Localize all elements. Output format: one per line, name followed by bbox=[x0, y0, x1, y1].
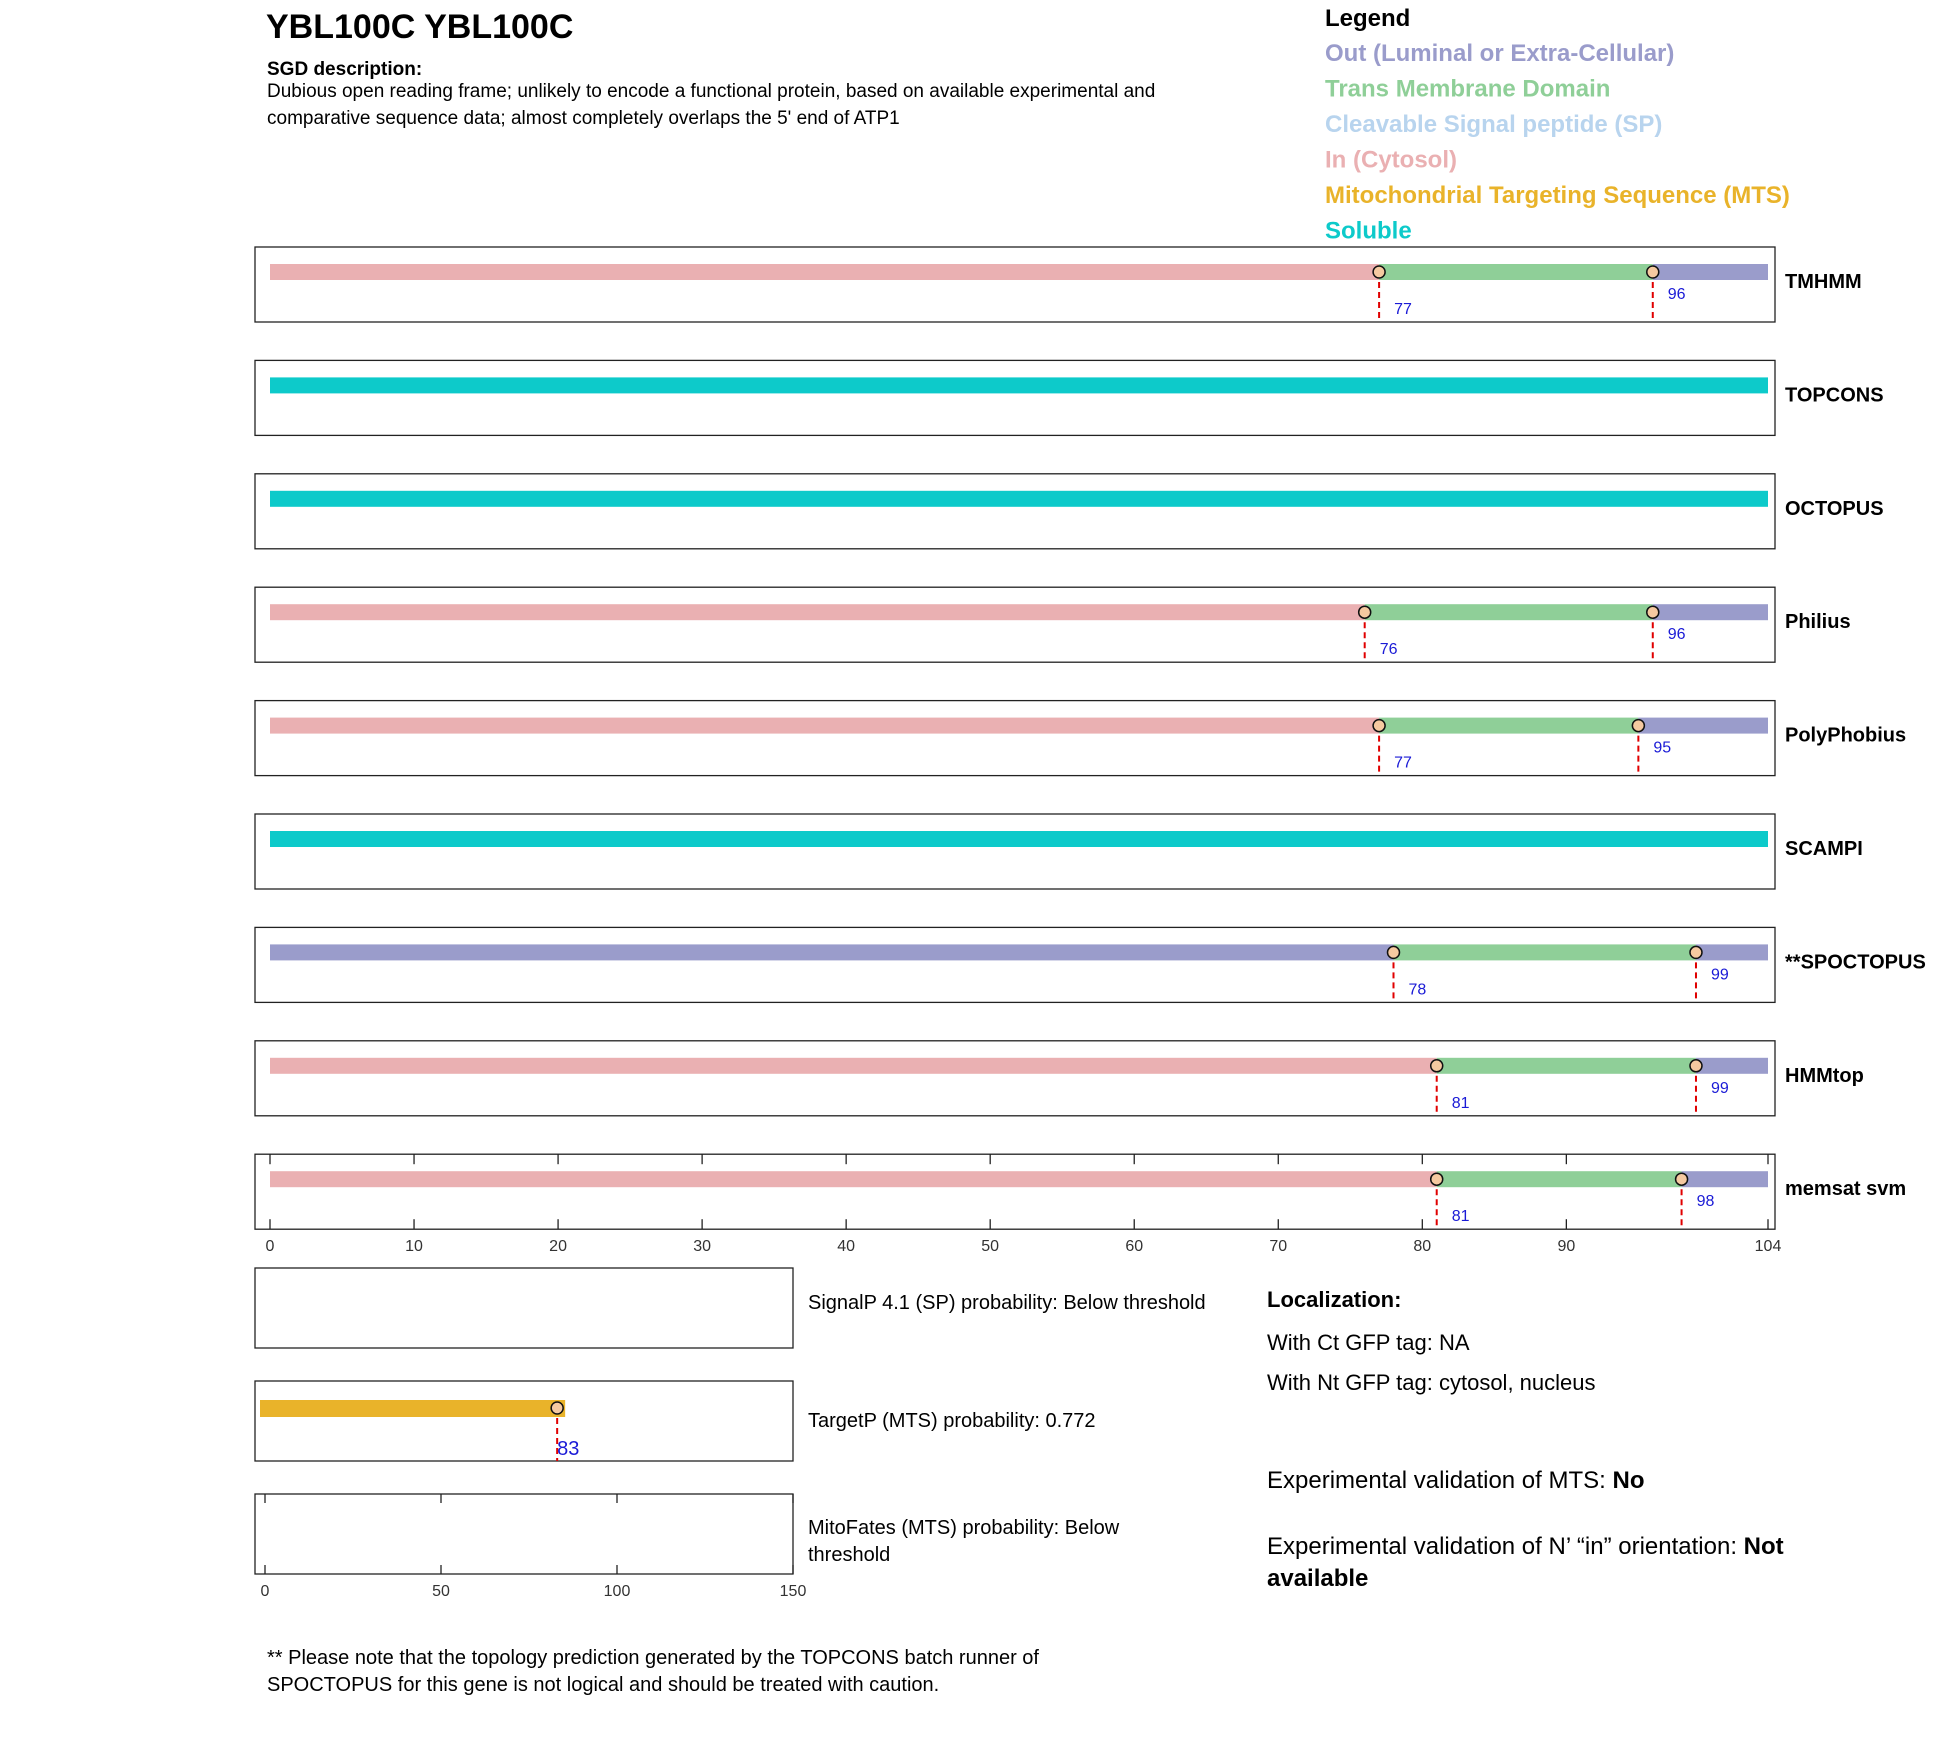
boundary-marker bbox=[1388, 946, 1400, 958]
boundary-label: 99 bbox=[1710, 966, 1729, 984]
segment-out bbox=[1638, 718, 1768, 734]
segment-soluble bbox=[270, 491, 1768, 507]
track-polyphobius bbox=[255, 701, 1906, 776]
x-tick-label: 60 bbox=[1125, 1238, 1144, 1256]
topology-tracks bbox=[255, 247, 1926, 1229]
n-in-validation bbox=[1267, 1533, 1784, 1560]
page-title: YBL100C YBL100C bbox=[266, 8, 574, 46]
boundary-label: 99 bbox=[1710, 1079, 1729, 1097]
segment-out bbox=[1653, 264, 1768, 280]
legend-item-mitochondrial-targeting-sequence-mts: Mitochondrial Targeting Sequence (MTS) bbox=[1325, 182, 1790, 209]
track-tmhmm bbox=[255, 247, 1862, 322]
localization-title: Localization: bbox=[1267, 1287, 1402, 1312]
segment-tm bbox=[1437, 1171, 1682, 1187]
mts-validation-value: No bbox=[1612, 1467, 1645, 1494]
x-tick-label: 90 bbox=[1557, 1238, 1576, 1256]
boundary-marker bbox=[551, 1402, 563, 1414]
track-name: OCTOPUS bbox=[1785, 497, 1884, 520]
sgd-description-line-1: Dubious open reading frame; unlikely to encode a functional protein, based on available experimental and bbox=[267, 81, 1156, 102]
track-name: PolyPhobius bbox=[1785, 724, 1907, 747]
boundary-marker bbox=[1690, 1060, 1702, 1072]
boundary-marker bbox=[1676, 1173, 1688, 1185]
legend-item-in-cytosol: In (Cytosol) bbox=[1325, 146, 1457, 174]
track-octopus bbox=[255, 474, 1884, 549]
track-topcons bbox=[255, 360, 1884, 435]
x-tick-label: 0 bbox=[260, 1583, 270, 1600]
boundary-label: 78 bbox=[1408, 981, 1427, 999]
track-hmmtop bbox=[255, 1041, 1864, 1116]
targetp-label: TargetP (MTS) probability: 0.772 bbox=[808, 1410, 1096, 1432]
legend-item-soluble: Soluble bbox=[1325, 217, 1412, 245]
x-tick-label: 10 bbox=[405, 1238, 423, 1256]
track-frame bbox=[255, 360, 1775, 435]
track-name: **SPOCTOPUS bbox=[1785, 951, 1926, 974]
segment-out bbox=[1696, 1058, 1768, 1074]
track-name: memsat svm bbox=[1785, 1178, 1907, 1201]
segment-out bbox=[1653, 604, 1768, 620]
x-tick-label: 104 bbox=[1754, 1238, 1782, 1256]
sgd-label: SGD description: bbox=[267, 59, 423, 80]
signal-track-3 bbox=[255, 1494, 793, 1574]
boundary-marker bbox=[1431, 1060, 1443, 1072]
track-frame bbox=[255, 474, 1775, 549]
segment-in bbox=[270, 604, 1365, 620]
segment-soluble bbox=[270, 377, 1768, 393]
legend-title: Legend bbox=[1325, 5, 1411, 32]
sgd-description-line-2: comparative sequence data; almost completely overlaps the 5' end of ATP1 bbox=[267, 108, 900, 129]
track-name: TOPCONS bbox=[1785, 384, 1884, 407]
x-tick-label: 40 bbox=[837, 1238, 856, 1256]
boundary-label: 81 bbox=[1451, 1208, 1470, 1226]
boundary-marker bbox=[1431, 1173, 1443, 1185]
x-tick-label: 50 bbox=[432, 1583, 450, 1600]
segment-out bbox=[1696, 944, 1768, 960]
boundary-label: 77 bbox=[1394, 754, 1412, 772]
boundary-marker bbox=[1373, 266, 1385, 278]
footnote-line-1: ** Please note that the topology prediction generated by the TOPCONS batch runner of bbox=[267, 1647, 1039, 1669]
n-in-validation-value: Not bbox=[1743, 1533, 1784, 1560]
x-tick-label: 100 bbox=[603, 1583, 631, 1600]
track-frame bbox=[255, 1154, 1775, 1229]
track-frame bbox=[255, 927, 1775, 1002]
signal-track-frame bbox=[255, 1494, 793, 1574]
segment-in bbox=[270, 718, 1379, 734]
segment-tm bbox=[1379, 264, 1653, 280]
track-philius bbox=[255, 587, 1851, 662]
x-tick-label: 20 bbox=[549, 1238, 567, 1256]
segment-in bbox=[270, 1171, 1437, 1187]
x-tick-label: 70 bbox=[1269, 1238, 1288, 1256]
boundary-marker bbox=[1690, 946, 1702, 958]
x-tick-label: 150 bbox=[779, 1583, 807, 1600]
legend-item-trans-membrane-domain: Trans Membrane Domain bbox=[1325, 75, 1611, 103]
segment-tm bbox=[1437, 1058, 1696, 1074]
mts-validation-prefix: Experimental validation of MTS: bbox=[1267, 1467, 1613, 1494]
boundary-marker bbox=[1647, 606, 1659, 618]
boundary-marker bbox=[1359, 606, 1371, 618]
boundary-label: 83 bbox=[557, 1438, 580, 1460]
segment-out bbox=[1682, 1171, 1768, 1187]
signal-track-frame bbox=[255, 1268, 793, 1348]
mitofates-label-line-1: MitoFates (MTS) probability: Below bbox=[808, 1517, 1120, 1539]
x-axis bbox=[266, 1154, 1782, 1255]
signal-x-axis bbox=[261, 1494, 807, 1600]
segment-mts bbox=[260, 1400, 565, 1417]
signal-track-2 bbox=[255, 1381, 793, 1461]
segment-out bbox=[270, 944, 1394, 960]
track-memsat-svm bbox=[255, 1154, 1906, 1229]
track-name: HMMtop bbox=[1785, 1064, 1864, 1087]
track-frame bbox=[255, 247, 1775, 322]
segment-soluble bbox=[270, 831, 1768, 847]
signal-track-frame bbox=[255, 1381, 793, 1461]
track-frame bbox=[255, 587, 1775, 662]
track-spoctopus bbox=[255, 927, 1926, 1002]
legend-item-out-luminal-or-extra-cellular: Out (Luminal or Extra-Cellular) bbox=[1325, 40, 1675, 67]
boundary-marker bbox=[1647, 266, 1659, 278]
localization-nt: With Nt GFP tag: cytosol, nucleus bbox=[1267, 1370, 1596, 1395]
boundary-label: 81 bbox=[1451, 1094, 1470, 1112]
n-in-validation-prefix: Experimental validation of N’ “in” orientation: bbox=[1267, 1533, 1744, 1560]
boundary-label: 98 bbox=[1696, 1193, 1715, 1211]
segment-tm bbox=[1394, 944, 1696, 960]
boundary-marker bbox=[1373, 720, 1385, 732]
x-tick-label: 0 bbox=[265, 1238, 275, 1256]
footnote-line-2: SPOCTOPUS for this gene is not logical and should be treated with caution. bbox=[267, 1674, 940, 1696]
segment-in bbox=[270, 264, 1379, 280]
boundary-label: 76 bbox=[1379, 641, 1398, 659]
track-frame bbox=[255, 814, 1775, 889]
x-tick-label: 30 bbox=[693, 1238, 712, 1256]
track-scampi bbox=[255, 814, 1863, 889]
segment-in bbox=[270, 1058, 1437, 1074]
track-frame bbox=[255, 701, 1775, 776]
legend bbox=[1325, 40, 1790, 245]
segment-tm bbox=[1365, 604, 1653, 620]
boundary-label: 77 bbox=[1394, 301, 1412, 318]
boundary-label: 96 bbox=[1667, 626, 1686, 644]
signal-track-1 bbox=[255, 1268, 793, 1348]
x-tick-label: 50 bbox=[981, 1238, 1000, 1256]
track-frame bbox=[255, 1041, 1775, 1116]
track-name: TMHMM bbox=[1785, 271, 1862, 293]
signalp-label: SignalP 4.1 (SP) probability: Below threshold bbox=[808, 1292, 1206, 1314]
segment-tm bbox=[1379, 718, 1638, 734]
localization-ct: With Ct GFP tag: NA bbox=[1267, 1330, 1470, 1355]
track-name: Philius bbox=[1785, 611, 1851, 634]
legend-item-cleavable-signal-peptide-sp: Cleavable Signal peptide (SP) bbox=[1325, 111, 1663, 138]
boundary-marker bbox=[1632, 720, 1644, 732]
boundary-label: 96 bbox=[1667, 286, 1686, 303]
track-name: SCAMPI bbox=[1785, 838, 1863, 860]
n-in-validation-value-line-2: available bbox=[1267, 1565, 1369, 1592]
boundary-label: 95 bbox=[1653, 739, 1672, 757]
x-tick-label: 80 bbox=[1413, 1238, 1432, 1256]
signal-tracks bbox=[255, 1268, 793, 1574]
mitofates-label-line-2: threshold bbox=[808, 1544, 891, 1566]
mts-validation bbox=[1267, 1467, 1644, 1494]
